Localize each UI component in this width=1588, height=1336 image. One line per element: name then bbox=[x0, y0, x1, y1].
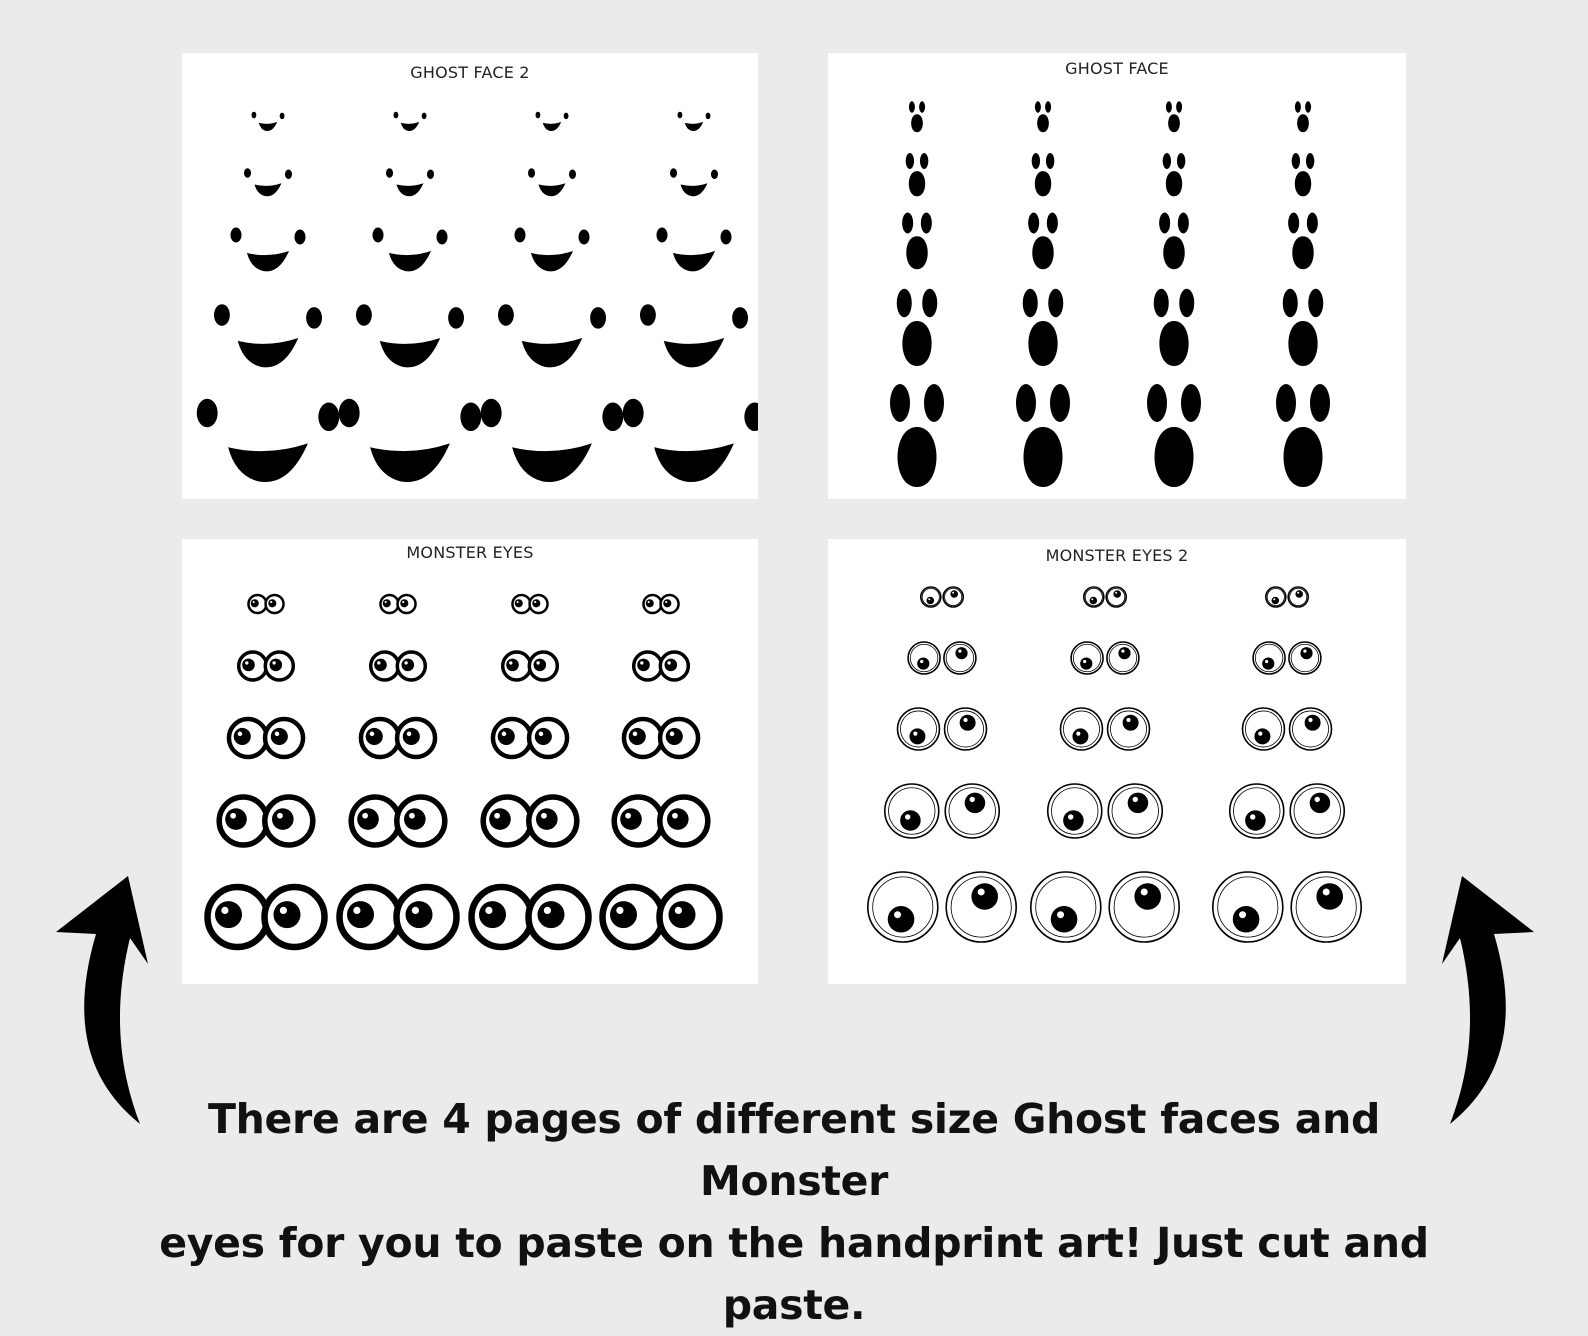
monster-eyes-2-grid bbox=[828, 539, 1406, 984]
ghost-face-smile-icon bbox=[252, 112, 285, 131]
googly-eyes-icon bbox=[1031, 872, 1179, 942]
ghost-face-smile-icon bbox=[197, 399, 340, 482]
page-title: GHOST FACE bbox=[1065, 59, 1169, 78]
monster-eyes-icon bbox=[248, 595, 283, 613]
ghost-face-smile-icon bbox=[657, 228, 732, 272]
monster-eyes-icon bbox=[493, 719, 567, 757]
monster-eyes-icon bbox=[614, 797, 708, 845]
monster-eyes-icon bbox=[229, 719, 303, 757]
monster-eyes-icon bbox=[634, 652, 689, 680]
monster-eyes-icon bbox=[219, 797, 313, 845]
monster-eyes-icon bbox=[361, 719, 435, 757]
ghost-face-smile-icon bbox=[536, 112, 569, 131]
monster-eyes-icon bbox=[643, 595, 678, 613]
monster-eyes-icon bbox=[472, 887, 589, 947]
monster-eyes-icon bbox=[603, 887, 720, 947]
ghost-face-2-grid bbox=[182, 53, 758, 499]
ghost-face-oval-icon bbox=[890, 384, 944, 487]
ghost-face-smile-icon bbox=[498, 304, 606, 367]
ghost-face-smile-icon bbox=[373, 228, 448, 272]
ghost-face-oval-icon bbox=[1016, 384, 1070, 487]
monster-eyes-icon bbox=[624, 719, 698, 757]
monster-eyes-icon bbox=[371, 652, 426, 680]
googly-eyes-icon bbox=[868, 872, 1016, 942]
ghost-face-oval-icon bbox=[1154, 289, 1195, 366]
page-title: MONSTER EYES 2 bbox=[1045, 546, 1189, 565]
monster-eyes-icon bbox=[340, 887, 457, 947]
page-title: GHOST FACE 2 bbox=[410, 63, 530, 82]
monster-eyes-icon bbox=[380, 595, 415, 613]
monster-eyes-icon bbox=[351, 797, 445, 845]
ghost-face-smile-icon bbox=[244, 168, 292, 196]
ghost-face-smile-icon bbox=[214, 304, 322, 367]
googly-eyes-icon bbox=[885, 784, 999, 838]
googly-eyes-icon bbox=[897, 708, 986, 750]
ghost-face-oval-icon bbox=[906, 153, 929, 196]
page-ghost-face-2 bbox=[182, 53, 758, 499]
googly-eyes-icon bbox=[1230, 784, 1344, 838]
monster-eyes-icon bbox=[208, 887, 325, 947]
page-title: MONSTER EYES bbox=[406, 543, 534, 562]
ghost-face-oval-icon bbox=[1166, 101, 1182, 132]
ghost-face-oval-icon bbox=[1292, 153, 1315, 196]
ghost-face-oval-icon bbox=[909, 101, 925, 132]
caption bbox=[120, 1088, 1468, 1336]
ghost-face-smile-icon bbox=[386, 168, 434, 196]
googly-eyes-icon bbox=[908, 642, 976, 674]
ghost-face-smile-icon bbox=[394, 112, 427, 131]
googly-eyes-icon bbox=[1242, 708, 1331, 750]
ghost-face-oval-icon bbox=[1283, 289, 1324, 366]
ghost-face-oval-icon bbox=[902, 213, 932, 270]
monster-eyes-icon bbox=[239, 652, 294, 680]
googly-eyes-icon bbox=[1213, 872, 1361, 942]
ghost-face-smile-icon bbox=[339, 399, 481, 482]
ghost-face-oval-icon bbox=[1035, 101, 1051, 132]
googly-eyes-icon bbox=[1071, 642, 1139, 674]
monster-eyes-icon bbox=[512, 595, 547, 613]
googly-eyes-icon bbox=[1084, 587, 1126, 607]
ghost-face-oval-icon bbox=[1276, 384, 1330, 487]
monster-eyes-icon bbox=[483, 797, 577, 845]
googly-eyes-icon bbox=[1060, 708, 1149, 750]
ghost-face-smile-icon bbox=[356, 304, 464, 367]
ghost-face-smile-icon bbox=[528, 168, 576, 196]
ghost-face-oval-icon bbox=[1288, 213, 1318, 270]
ghost-face-oval-icon bbox=[1163, 153, 1186, 196]
ghost-face-oval-icon bbox=[1147, 384, 1201, 487]
monster-eyes-icon bbox=[503, 652, 558, 680]
ghost-face-oval-icon bbox=[1295, 101, 1311, 132]
ghost-face-smile-icon bbox=[623, 399, 758, 482]
googly-eyes-icon bbox=[1266, 587, 1308, 607]
ghost-face-smile-icon bbox=[231, 228, 306, 272]
ghost-face-smile-icon bbox=[678, 112, 711, 131]
monster-eyes-grid bbox=[182, 539, 758, 984]
page-ghost-face bbox=[828, 53, 1406, 499]
ghost-face-oval-icon bbox=[1032, 153, 1055, 196]
ghost-face-smile-icon bbox=[640, 304, 748, 367]
ghost-face-grid bbox=[828, 53, 1406, 499]
ghost-face-smile-icon bbox=[515, 228, 590, 272]
ghost-face-smile-icon bbox=[670, 168, 718, 196]
ghost-face-smile-icon bbox=[481, 399, 624, 482]
googly-eyes-icon bbox=[1048, 784, 1162, 838]
caption-line-1: There are 4 pages of different size Ghost faces and Monster bbox=[207, 1095, 1381, 1205]
googly-eyes-icon bbox=[921, 587, 963, 607]
googly-eyes-icon bbox=[1253, 642, 1321, 674]
ghost-face-oval-icon bbox=[1028, 213, 1058, 270]
ghost-face-oval-icon bbox=[897, 289, 938, 366]
page-monster-eyes bbox=[182, 539, 758, 984]
page-monster-eyes-2 bbox=[828, 539, 1406, 984]
ghost-face-oval-icon bbox=[1023, 289, 1064, 366]
caption-line-2: eyes for you to paste on the handprint art! Just cut and paste. bbox=[159, 1219, 1429, 1329]
ghost-face-oval-icon bbox=[1159, 213, 1189, 270]
